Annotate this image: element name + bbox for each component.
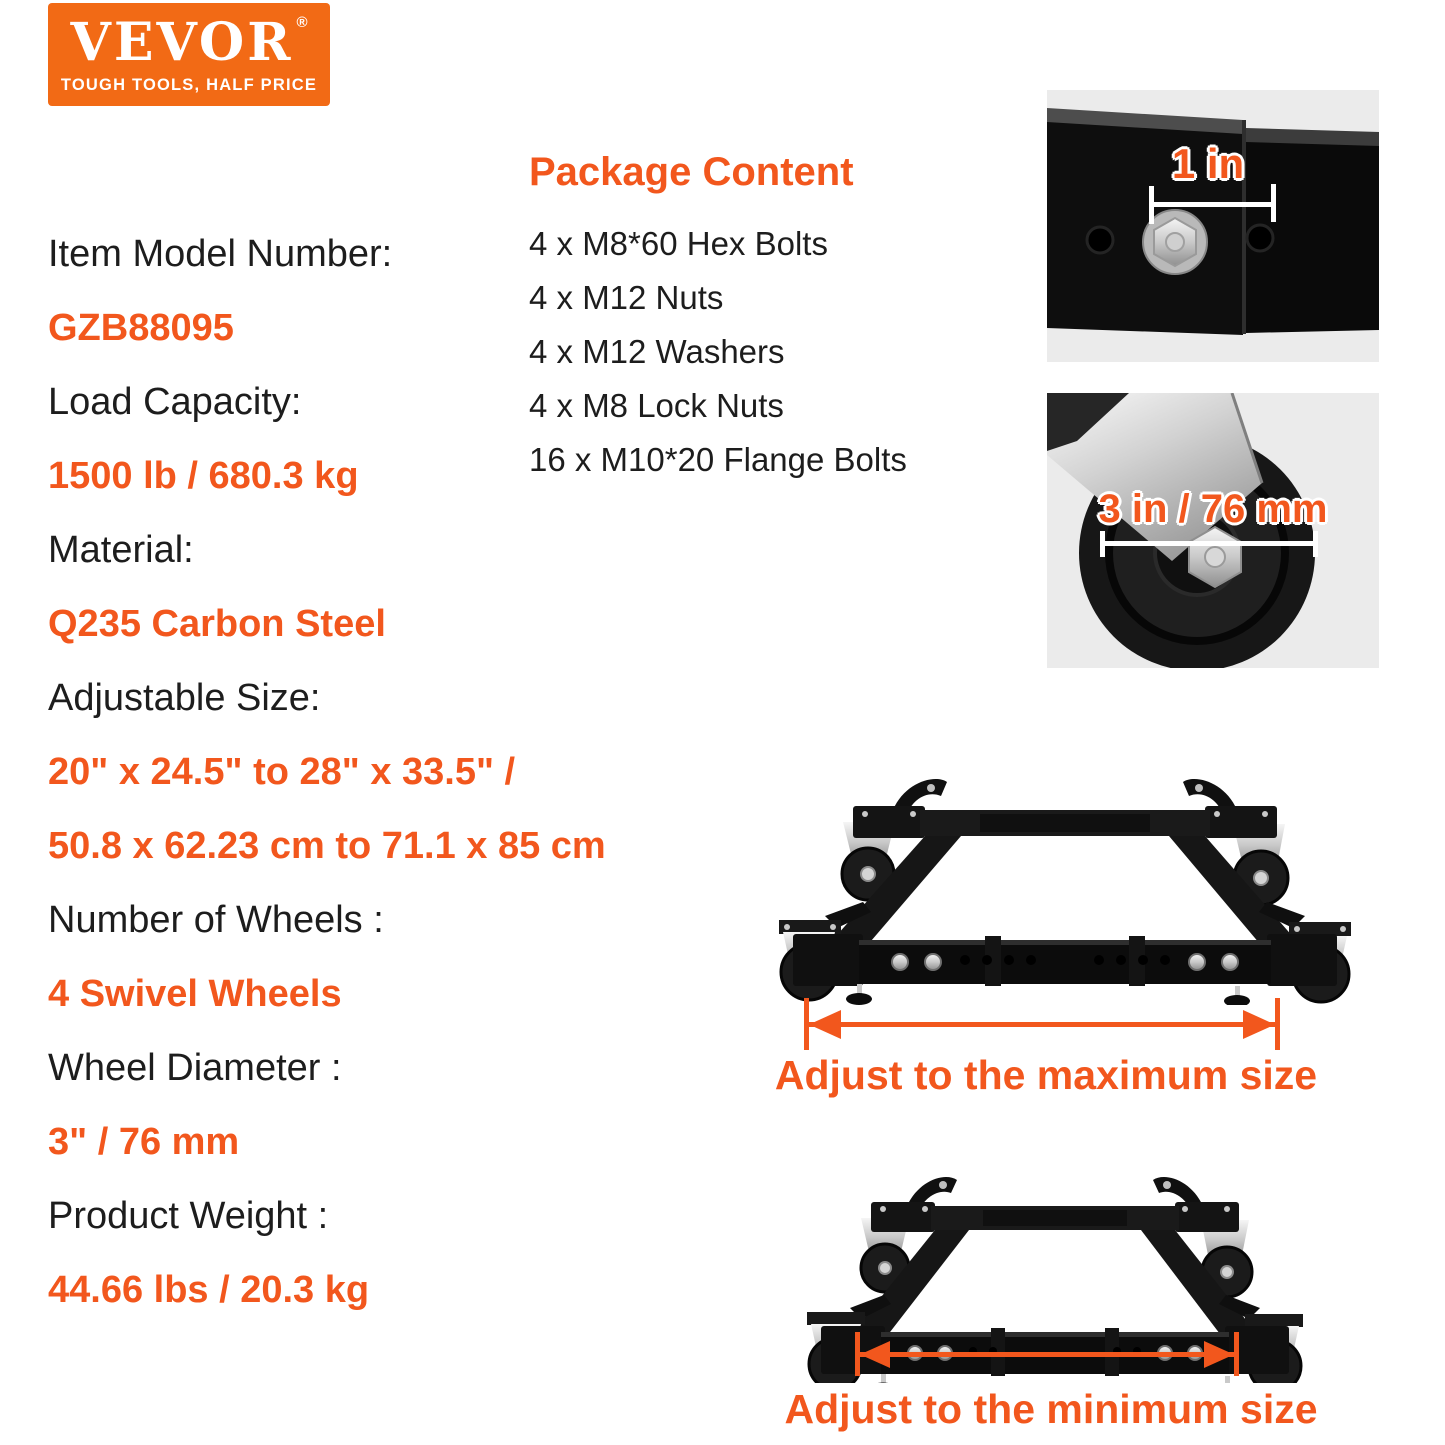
spec-value: GZB88095 — [48, 306, 234, 349]
max-size-caption: Adjust to the maximum size — [774, 1052, 1318, 1098]
max-size-arrow — [792, 998, 1292, 1054]
package-content-list — [529, 217, 907, 487]
min-size-caption: Adjust to the minimum size — [784, 1386, 1318, 1432]
package-content-title: Package Content — [529, 150, 854, 194]
brand-tagline: TOUGH TOOLS, HALF PRICE — [60, 75, 318, 94]
package-item: 4 x M8 Lock Nuts — [529, 387, 784, 424]
spec-list — [48, 217, 606, 1327]
registered-trademark-icon: ® — [296, 13, 308, 31]
package-item: 4 x M12 Washers — [529, 333, 785, 370]
spec-value: 1500 lb / 680.3 kg — [48, 454, 359, 497]
spec-value: 3" / 76 mm — [48, 1120, 240, 1163]
spec-value: 20" x 24.5" to 28" x 33.5" / — [48, 750, 516, 793]
spec-value: 50.8 x 62.23 cm to 71.1 x 85 cm — [48, 824, 606, 867]
spec-label: Load Capacity: — [48, 380, 302, 423]
spec-value: 4 Swivel Wheels — [48, 972, 342, 1015]
package-content-section — [529, 150, 907, 487]
spec-label: Item Model Number: — [48, 232, 393, 275]
package-item: 4 x M12 Nuts — [529, 279, 724, 316]
logo-row — [70, 11, 308, 73]
spec-label: Number of Wheels : — [48, 898, 384, 941]
brand-name: VEVOR — [70, 11, 294, 73]
wheel-diameter-callout: 3 in / 76 mm — [1098, 487, 1328, 531]
rail-detail-photo — [1047, 90, 1379, 362]
vevor-logo — [48, 3, 330, 106]
spec-label: Product Weight : — [48, 1194, 329, 1237]
min-size-arrow — [849, 1332, 1245, 1380]
package-item: 16 x M10*20 Flange Bolts — [529, 441, 907, 478]
mobile-base-max-photo — [765, 770, 1365, 1005]
rail-illustration — [1047, 90, 1379, 362]
spec-label: Material: — [48, 528, 194, 571]
caster-wheel-photo — [1047, 393, 1379, 668]
spec-value: Q235 Carbon Steel — [48, 602, 386, 645]
spec-label: Wheel Diameter : — [48, 1046, 342, 1089]
spec-value: 44.66 lbs / 20.3 kg — [48, 1268, 370, 1311]
package-item: 4 x M8*60 Hex Bolts — [529, 225, 828, 262]
spec-label: Adjustable Size: — [48, 676, 321, 719]
hole-spacing-callout: 1 in — [1171, 140, 1245, 187]
